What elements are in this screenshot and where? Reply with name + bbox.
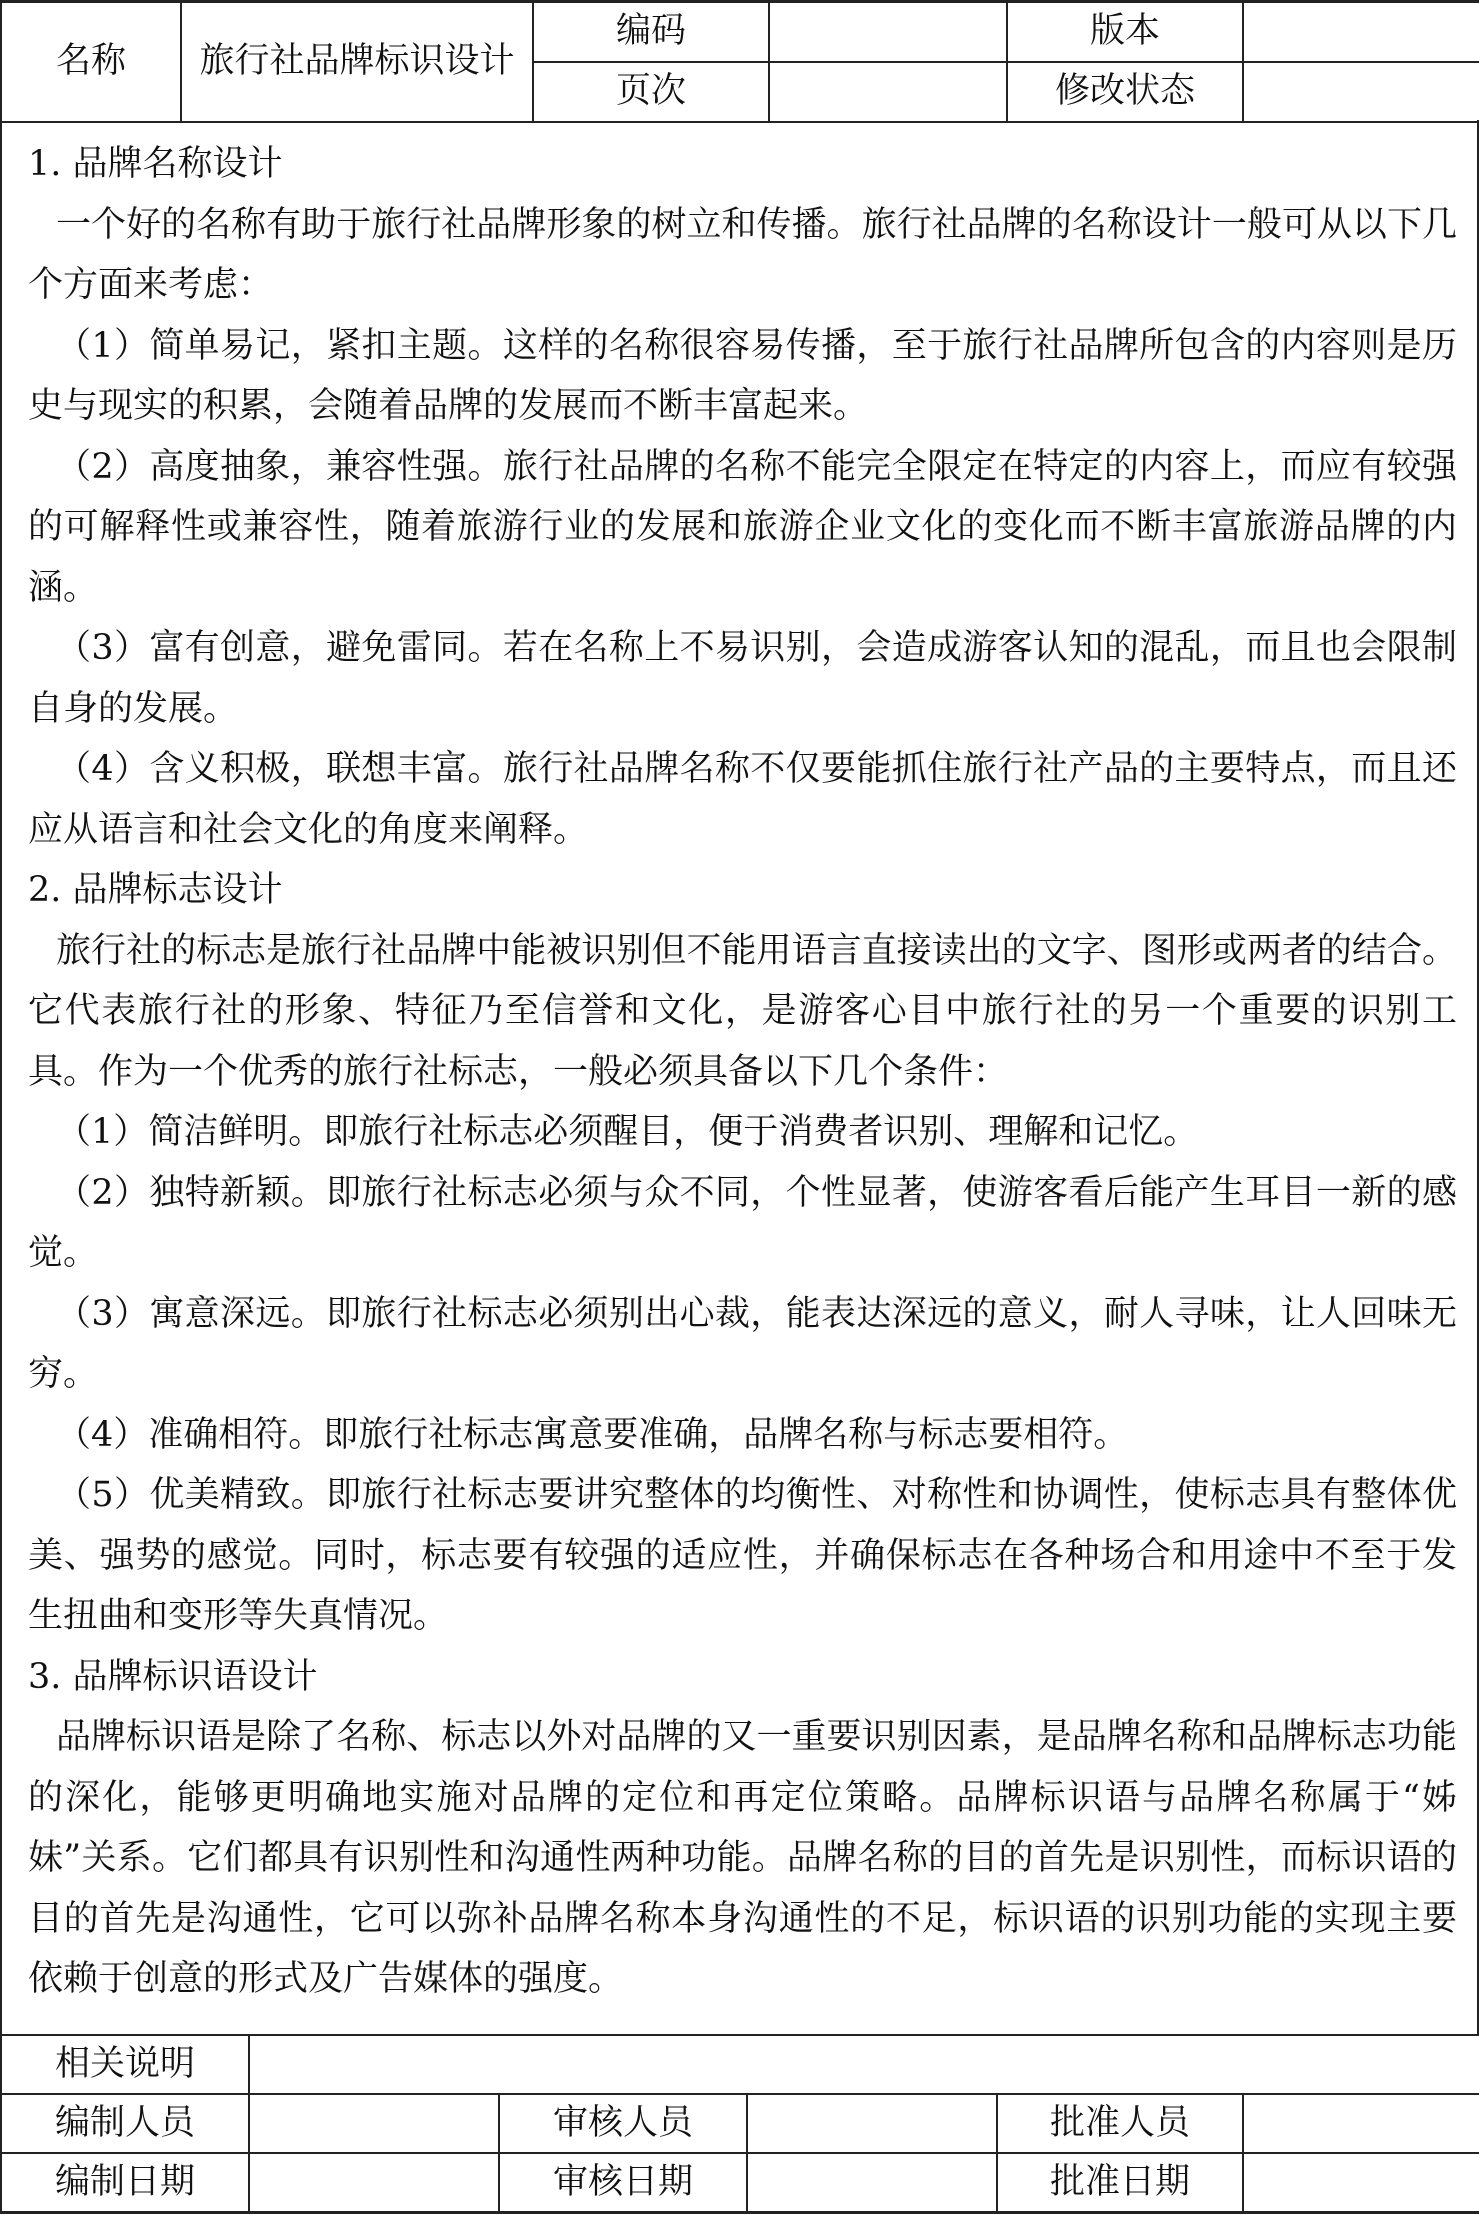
section-2-item-5: （5）优美精致。即旅行社标志要讲究整体的均衡性、对称性和协调性，使标志具有整体优美、强势的感觉。同时，标志要有较强的适应性，并确保标志在各种场合和用途中不至于发生扭曲和变形等失真情况。 — [28, 1475, 1457, 1636]
page-value — [769, 62, 1007, 122]
section-3-body: 品牌标识语是除了名称、标志以外对品牌的又一重要识别因素，是品牌名称和品牌标志功能的深化，能够更明确地实施对品牌的定位和再定位策略。品牌标识语与品牌名称属于“姊妹”关系。它们都具有识别性和沟通性两种功能。品牌名称的目的首先是识别性，而标识语的目的首先是沟通性，它可以弥补品牌名称本身沟通性的不足，标识语的识别功能的实现主要依赖于创意的形式及广告媒体的强度。 — [28, 1717, 1457, 1999]
section-1-item-2: （2）高度抽象，兼容性强。旅行社品牌的名称不能完全限定在特定的内容上，而应有较强的可解释性或兼容性，随着旅游行业的发展和旅游企业文化的变化而不断丰富旅游品牌的内涵。 — [28, 446, 1457, 608]
section-2-title: 2. 品牌标志设计 — [28, 870, 283, 910]
version-value — [1243, 2, 1479, 62]
code-label: 编码 — [533, 2, 769, 62]
author-value — [249, 2094, 499, 2153]
notes-label: 相关说明 — [1, 2035, 249, 2094]
approve-date-label: 批准日期 — [997, 2153, 1243, 2212]
code-value — [769, 2, 1007, 62]
section-3-title: 3. 品牌标识语设计 — [28, 1656, 318, 1697]
section-1-item-3: （3）富有创意，避免雷同。若在名称上不易识别，会造成游客认知的混乱，而且也会限制自身的发展。 — [28, 628, 1457, 729]
name-label: 名称 — [1, 2, 181, 122]
name-value: 旅行社品牌标识设计 — [181, 2, 533, 122]
approver-value — [1243, 2094, 1479, 2153]
section-1-title: 1. 品牌名称设计 — [28, 144, 283, 184]
author-label: 编制人员 — [1, 2094, 249, 2153]
status-label: 修改状态 — [1007, 62, 1243, 122]
section-2-item-1: （1）简洁鲜明。即旅行社标志必须醒目，便于消费者识别、理解和记忆。 — [56, 1112, 1199, 1152]
page-label: 页次 — [533, 62, 769, 122]
author-date-value — [249, 2153, 499, 2212]
section-1-item-4: （4）含义积极，联想丰富。旅行社品牌名称不仅要能抓住旅行社产品的主要特点，而且还应从语言和社会文化的角度来阐释。 — [28, 749, 1457, 850]
section-2-item-2: （2）独特新颖。即旅行社标志必须与众不同，个性显著，使游客看后能产生耳目一新的感觉。 — [28, 1172, 1457, 1273]
review-date-value — [747, 2153, 997, 2212]
review-date-label: 审核日期 — [499, 2153, 747, 2212]
section-1-item-1: （1）简单易记，紧扣主题。这样的名称很容易传播，至于旅行社品牌所包含的内容则是历史与现实的积累，会随着品牌的发展而不断丰富起来。 — [28, 325, 1457, 426]
section-2-item-4: （4）准确相符。即旅行社标志寓意要准确，品牌名称与标志要相符。 — [56, 1414, 1129, 1455]
notes-value — [249, 2035, 1479, 2094]
footer-table — [0, 2034, 1479, 2214]
content-body — [0, 120, 1479, 2034]
reviewer-value — [747, 2094, 997, 2153]
section-2-item-3: （3）寓意深远。即旅行社标志必须别出心裁，能表达深远的意义，耐人寻味，让人回味无穷。 — [28, 1293, 1457, 1394]
approve-date-value — [1243, 2153, 1479, 2212]
section-1-intro: 一个好的名称有助于旅行社品牌形象的树立和传播。旅行社品牌的名称设计一般可从以下几个方面来考虑： — [28, 204, 1457, 305]
reviewer-label: 审核人员 — [499, 2094, 747, 2153]
version-label: 版本 — [1007, 2, 1243, 62]
status-value — [1243, 62, 1479, 122]
approver-label: 批准人员 — [997, 2094, 1243, 2153]
author-date-label: 编制日期 — [1, 2153, 249, 2212]
section-2-intro: 旅行社的标志是旅行社品牌中能被识别但不能用语言直接读出的文字、图形或两者的结合。它代表旅行社的形象、特征乃至信誉和文化，是游客心目中旅行社的另一个重要的识别工具。作为一个优秀的旅行社标志，一般必须具备以下几个条件： — [28, 930, 1457, 1092]
header-table — [0, 0, 1479, 123]
